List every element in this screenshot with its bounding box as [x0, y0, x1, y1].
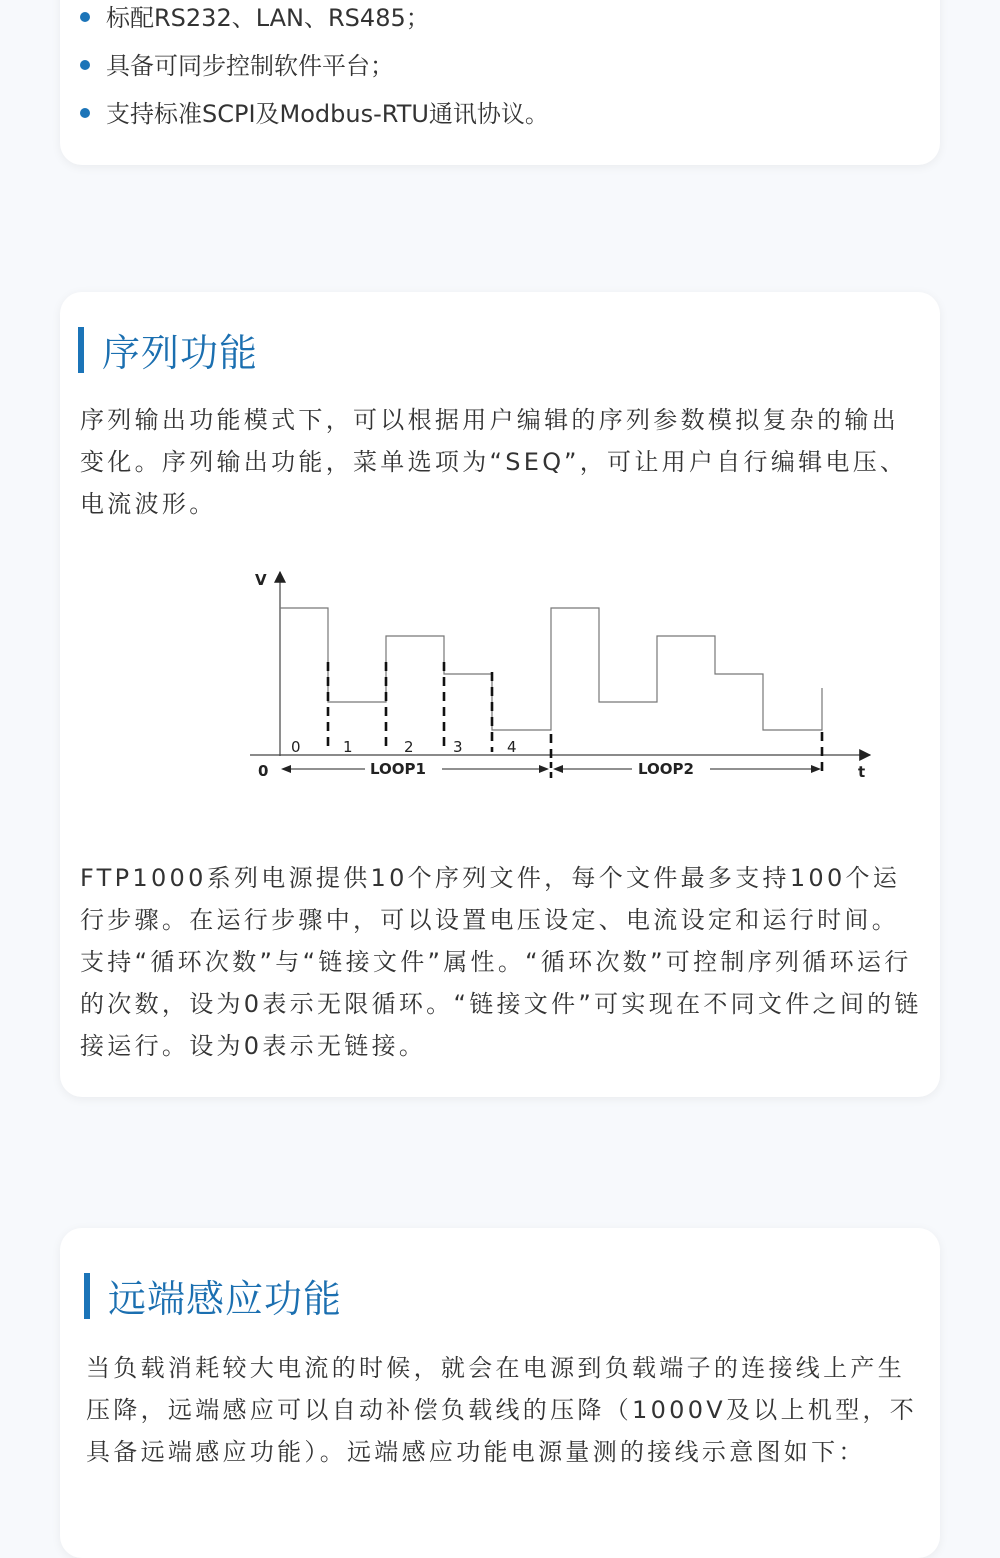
bullet-dot-icon: [80, 108, 90, 118]
section-title-text: 序列功能: [102, 331, 259, 375]
origin-label: 0: [258, 762, 269, 780]
feature-text: 具备可同步控制软件平台；: [106, 52, 394, 80]
step-label-1: 1: [343, 738, 353, 756]
remote-sense-description-text: 当负载消耗较大电流的时候，就会在电源到负载端子的连接线上产生压降，远端感应可以自动补偿负载线的压降（1000V及以上机型，不具备远端感应功能）。远端感应功能电源量测的接线示意图如下：: [86, 1354, 918, 1466]
loop1-label: LOOP1: [370, 760, 426, 778]
step-separators: [328, 662, 822, 776]
step-label-3: 3: [453, 738, 463, 756]
step-label-4: 4: [507, 738, 517, 756]
bullet-dot-icon: [80, 60, 90, 70]
feature-text: 标配RS232、LAN、RS485；: [106, 4, 430, 32]
bullet-dot-icon: [80, 12, 90, 22]
sequence-waveform-diagram: [180, 562, 880, 792]
feature-item-interfaces: [80, 0, 430, 33]
sequence-waveform-line: [280, 608, 822, 730]
sequence-intro-text: 序列输出功能模式下，可以根据用户编辑的序列参数模拟复杂的输出变化。序列输出功能，菜单选项为“SEQ”，可让用户自行编辑电压、电流波形。: [80, 406, 908, 518]
step-label-0: 0: [291, 738, 301, 756]
step-label-2: 2: [404, 738, 414, 756]
sequence-description-text: FTP1000系列电源提供10个序列文件，每个文件最多支持100个运行步骤。在运行步骤中，可以设置电压设定、电流设定和运行时间。支持“循环次数”与“链接文件”属性。“循环次数”可控制序列循环运行的次数，设为0表示无限循环。“链接文件”可实现在不同文件之间的链接运行。设为0表示无链接。: [80, 864, 922, 1060]
features-card: [60, 0, 940, 165]
sequence-card: [60, 292, 940, 1097]
loop2-label: LOOP2: [638, 760, 694, 778]
title-accent-bar: [84, 1273, 90, 1319]
x-axis-label: t: [858, 763, 866, 781]
feature-item-protocol: [80, 94, 549, 129]
feature-item-software: [80, 46, 394, 81]
feature-text: 支持标准SCPI及Modbus-RTU通讯协议。: [106, 100, 549, 128]
section-title-text: 远端感应功能: [108, 1277, 343, 1321]
sequence-section-title: [78, 322, 258, 377]
title-accent-bar: [78, 327, 84, 373]
remote-sense-card: [60, 1228, 940, 1558]
y-axis-label: V: [255, 571, 267, 589]
remote-sense-section-title: [84, 1268, 342, 1323]
